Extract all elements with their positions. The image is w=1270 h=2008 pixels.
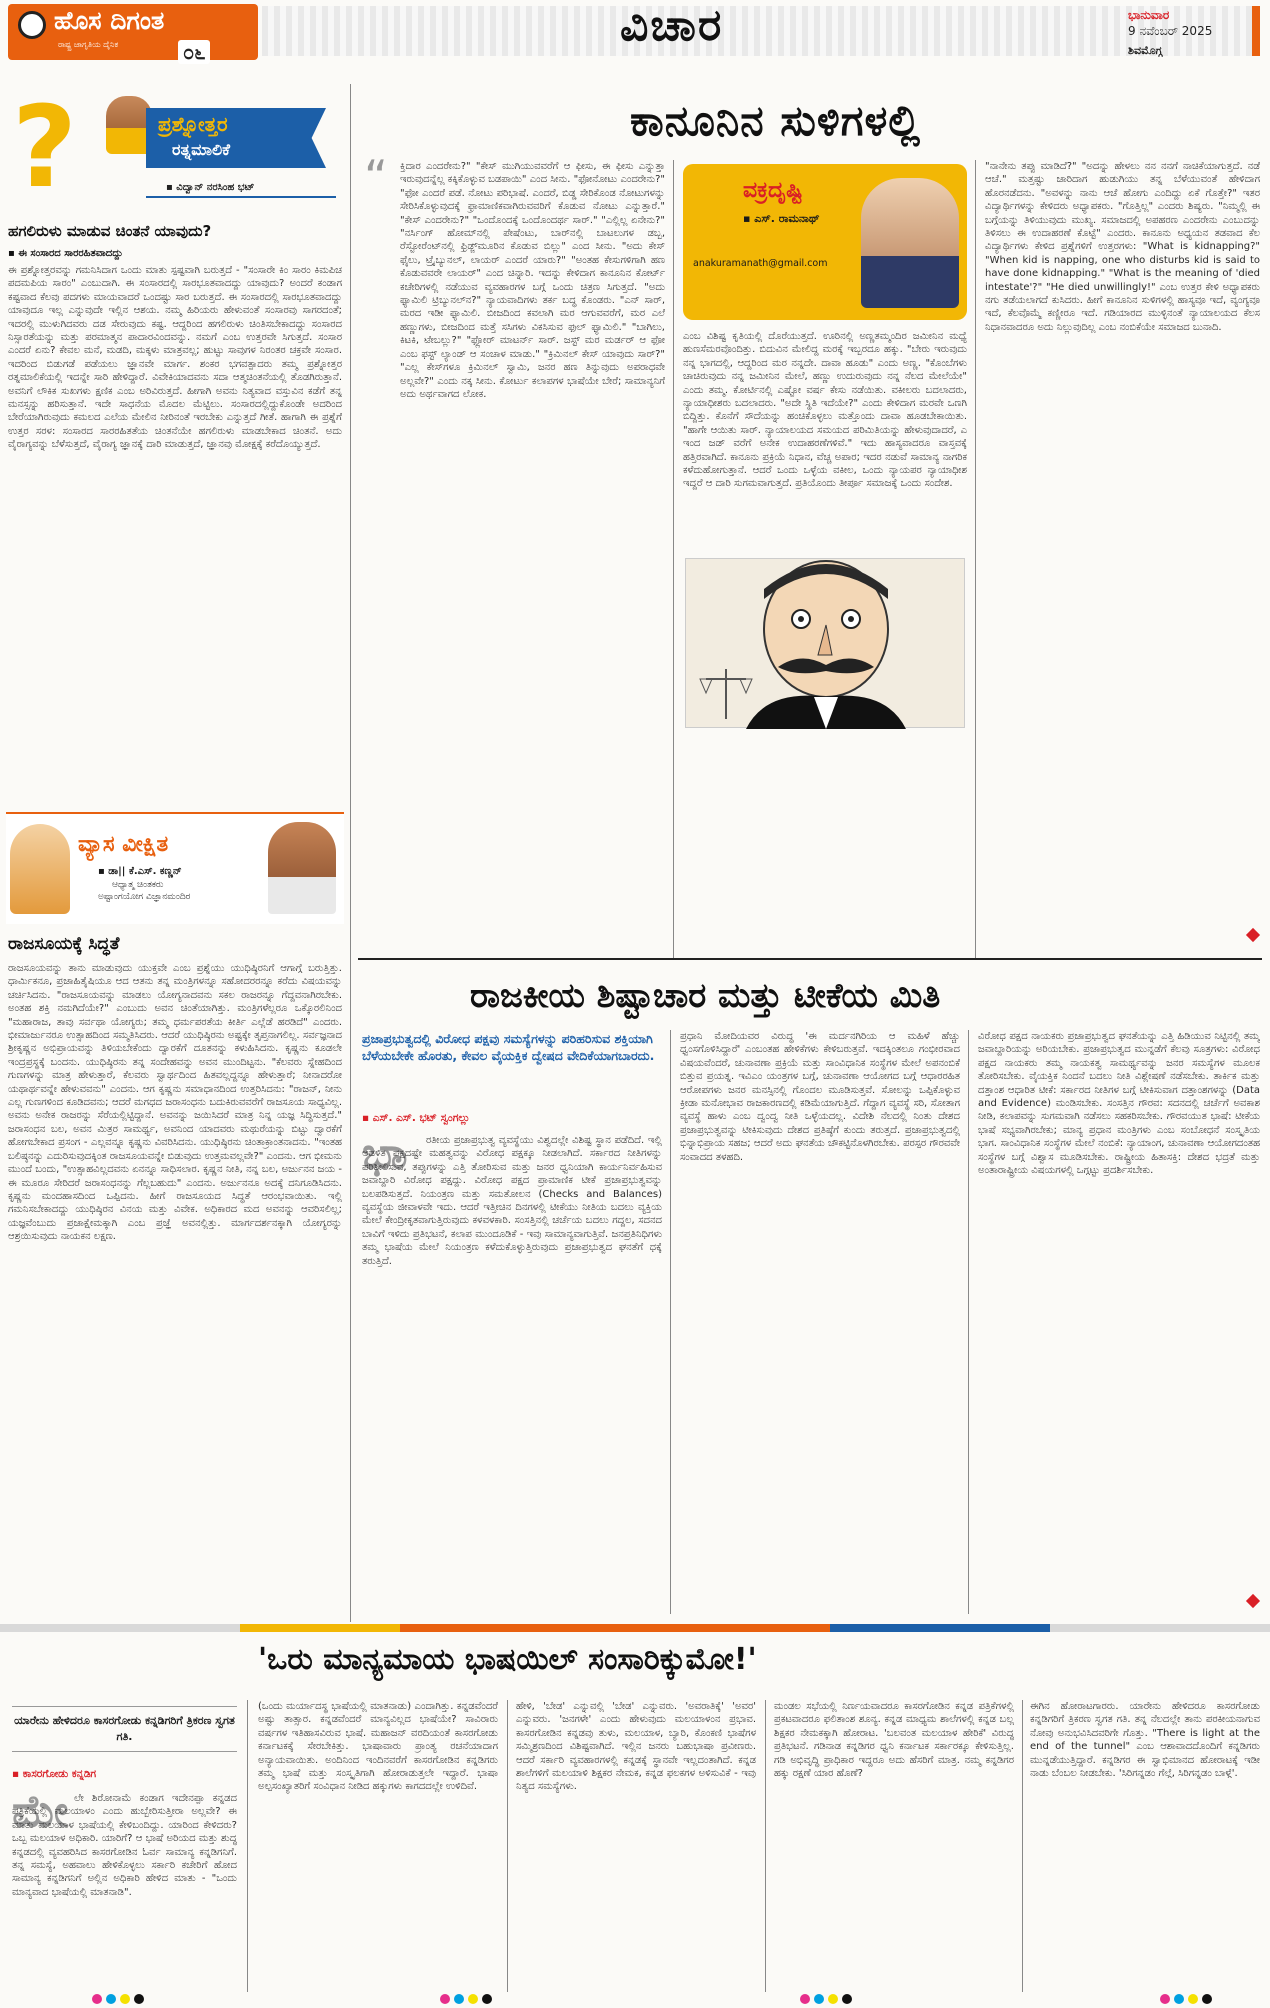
politics-col-2: ಪ್ರಧಾನಿ ಮೋದಿಯವರ ವಿರುದ್ಧ 'ಈ ಮರ್ದನಗಿರಿಯ ಆ ಮಹಿಳೆ ಹೆಚ್ಚು ಧ್ವಂಸಗೊಳಿಸಿದ್ದಾರೆ' ಎಂಬಂತಹ ಹೇಳಿಕೆಗಳು ಕೇಳಿಬರುತ್ತವೆ. ಇದಕ್ಕಿಂತಲೂ ಗಂಭೀರವಾದ ವಿಷಯವೆಂದರೆ, ಚುನಾವಣಾ ಪ್ರಕ್ರಿಯೆ ಮತ್ತು ಸಾಂವಿಧಾನಿಕ ಸಂಸ್ಥೆಗಳ ಮೇಲೆ ಅಪನಂಬಿಕೆ ಬಿತ್ತುವ ಪ್ರಯತ್ನ. ಇವಿಎಂ ಯಂತ್ರಗಳ ಬಗ್ಗೆ, ಚುನಾವಣಾ ಆಯೋಗದ ಬಗ್ಗೆ ಆಧಾರರಹಿತ ಆರೋಪಗಳು ಜನರ ಮನಸ್ಸಿನಲ್ಲಿ ಗೊಂದಲ ಮೂಡಿಸುತ್ತವೆ. ಸೋಲನ್ನು ಒಪ್ಪಿಕೊಳ್ಳುವ ಕ್ರೀಡಾ ಮನೋಭಾವ ರಾಜಕಾರಣದಲ್ಲಿ ಕಡಿಮೆಯಾಗುತ್ತಿದೆ. ಗೆದ್ದಾಗ ವ್ಯವಸ್ಥೆ ಸರಿ, ಸೋತಾಗ ವ್ಯವಸ್ಥೆ ಹಾಳು ಎಂಬ ದ್ವಂದ್ವ ನೀತಿ ಒಳ್ಳೆಯದಲ್ಲ. ವಿದೇಶಿ ನೆಲದಲ್ಲಿ ನಿಂತು ದೇಶದ ಪ್ರಜಾಪ್ರಭುತ್ವವನ್ನು ಟೀಕಿಸುವುದು ದೇಶದ ಪ್ರತಿಷ್ಠೆಗೆ ಕುಂದು ತರುತ್ತದೆ. ಪ್ರಜಾಪ್ರಭುತ್ವದಲ್ಲಿ ಭಿನ್ನಾಭಿಪ್ರಾಯ ಸಹಜ; ಆದರೆ ಅದು ಘನತೆಯ ಚೌಕಟ್ಟಿನೊಳಗಿರಬೇಕು. ಪರಸ್ಪರ ಗೌರವವೇ ಸಂವಾದದ ತಳಹದಿ.: [680, 1031, 960, 1163]
bhashe-divider-4: [1022, 1700, 1023, 1992]
law-divider-1: [673, 160, 674, 960]
qa-banner-underline: [146, 196, 336, 198]
politics-big-initial: ಭಾ: [362, 1128, 408, 1179]
lawyer-caricature-icon: [686, 559, 966, 729]
paper-name: ಹೊಸ ದಿಗಂತ: [54, 6, 165, 35]
politics-divider-2: [968, 1030, 969, 1614]
politics-intro: ಪ್ರಜಾಪ್ರಭುತ್ವದಲ್ಲಿ ವಿರೋಧ ಪಕ್ಷವು ಸಮಸ್ಯೆಗಳನ್ನು ಪರಿಹರಿಸುವ ಶಕ್ತಿಯಾಗಿ ಬೆಳೆಯಬೇಕೇ ಹೊರತು, ಕೇವಲ ವೈಯಕ್ತಿಕ ದ್ವೇಷದ ವೇದಿಕೆಯಾಗಬಾರದು.: [362, 1031, 655, 1063]
bhashe-pull-quote: ಯಾರೇನು ಹೇಳಿದರೂ ಕಾಸರಗೋಡು ಕನ್ನಡಿಗರಿಗೆ ತ್ರಿಕರಣ ಸ್ವಗತ ಗತಿ.: [12, 1706, 237, 1752]
law-col-3: "ನಾನೇನು ತಪ್ಪು ಮಾಡಿದೆ?" "ಅದನ್ನು ಹೇಳಲು ನನ ನನಗೆ ನಾಚಿಕೆಯಾಗುತ್ತದೆ. ನಡೆ ಆಚೆ." ಮತ್ತಷ್ಟು ಜಾರಿದಾಗ ಹುಡುಗಿಯು ತನ್ನ ಬೆಳೆಯುವಂತೆ ಹೇಳಿದಾಗ ಹೊರನಡೆದನು. "ಅವಳನ್ನು ನಾನು ಆಚೆ ಹೋಗು ಎಂದಿದ್ದು ಏಕೆ ಗೊತ್ತೇ?" ಇತರ ವಿದ್ಯಾರ್ಥಿಗಳನ್ನು ಕೇಳಿದರು ಅಧ್ಯಾಪಕರು. "ಗೊತ್ತಿಲ್ಲ" ಎಂದರು ಶಿಷ್ಯರು. "ನಿಮ್ಮಲ್ಲಿ ಈ ಬಗ್ಗೆಯನ್ನು ತಿಳಿಯುವುದು ಮುಖ್ಯ. ಸಮಾಜದಲ್ಲಿ ಅಪಹರಣ ಎಂದರೇನು ಎಂಬುದನ್ನು ತಿಳಿಸಲು ಈ ಉದಾಹರಣೆ ಕೊಟ್ಟೆ" ಎಂದರು. ಕಾನೂನು ಅಧ್ಯಯನ ತಡವಾದ ಕೆಲ ವಿದ್ಯಾರ್ಥಿಗಳು ಕೇಳಿದ ಪ್ರಶ್ನೆಗಳಿಗೆ ಉತ್ತರಗಳು: "What is kidnapping?" "When kid is napping, one who disturbs kid is said to have done kidnapping." "What is the meaning of 'died intestate'?" "He died unwillingly!" ಎಂಬ ಉತ್ತರ ಕೇಳಿ ಅಧ್ಯಾಪಕರು ನಗು ತಡೆಯಲಾಗದೆ ಕುಸಿದರು. ಹೀಗೆ ಕಾನೂನಿನ ಸುಳಿಗಳಲ್ಲಿ ಹಾಸ್ಯವೂ ಇದೆ, ವ್ಯಂಗ್ಯವೂ ಇದೆ, ಕೆಲವೊಮ್ಮೆ ಕಣ್ಣೀರೂ ಇದೆ. ಗಡಿಯಾರದ ಮುಳ್ಳಿನಂತೆ ನ್ಯಾಯಾಲಯದ ಕೆಲಸ ನಿಧಾನವಾದರೂ ಅದು ನಿಲ್ಲುವುದಿಲ್ಲ ಎಂಬ ನಂಬಿಕೆಯೇ ಸಮಾಜದ ಬುನಾದಿ.: [985, 161, 1260, 333]
logo-emblem-icon: [18, 11, 46, 39]
vyasa-headline: ರಾಜಸೂಯಕ್ಕೆ ಸಿದ್ಧತೆ: [8, 934, 120, 954]
masthead: [0, 0, 1270, 66]
vyasa-author-role-1: ಆಧ್ಯಾತ್ಮ ಚಿಂತಕರು: [112, 880, 164, 890]
bhashe-col-3: ಹೇಳಿ, 'ಬೇಡ' ಎನ್ನುವಲ್ಲಿ 'ಬೇಡ' ಎನ್ನುವರು. 'ಅವರಾತಿಕ್ಕೆ' 'ಅವರ' ಎನ್ನುವರು. 'ಜನಗಳೇ' ಎಂದು ಹೇಳುವುದು ಮಲಯಾಳಂನ ಪ್ರಭಾವ. ಕಾಸರಗೋಡಿನ ಕನ್ನಡವು ತುಳು, ಮಲಯಾಳ, ಬ್ಯಾರಿ, ಕೊಂಕಣಿ ಭಾಷೆಗಳ ಸಮ್ಮಿಶ್ರಣದಿಂದ ವಿಶಿಷ್ಟವಾಗಿದೆ. ಇಲ್ಲಿನ ಜನರು ಬಹುಭಾಷಾ ಪ್ರವೀಣರು. ಆದರೆ ಸರ್ಕಾರಿ ವ್ಯವಹಾರಗಳಲ್ಲಿ ಕನ್ನಡಕ್ಕೆ ಸ್ಥಾನವೇ ಇಲ್ಲದಂತಾಗಿದೆ. ಕನ್ನಡ ಶಾಲೆಗಳಿಗೆ ಮಲಯಾಳಿ ಶಿಕ್ಷಕರ ನೇಮಕ, ಕನ್ನಡ ಫಲಕಗಳ ಅಳಿಸುವಿಕೆ - ಇವು ನಿತ್ಯದ ಸಮಸ್ಯೆಗಳು.: [516, 1701, 756, 1793]
qa-body: ಈ ಪ್ರಶ್ನೋತ್ತರವನ್ನು ಗಮನಿಸಿದಾಗ ಒಂದು ಮಾತು ಸ್ಪಷ್ಟವಾಗಿ ಬರುತ್ತದೆ - "ಸಂಸಾರೇ ಕಿಂ ಸಾರಂ ಕಿಮಪಿಚ ಪದಮಪಿಯ ಸಾರಂ" ಎಂಬುದಾಗಿ. ಈ ಸಂಸಾರದಲ್ಲಿ ಸಾರಭೂತವಾದದ್ದು ಯಾವುದು? ಅಂದರೆ ಕಂಡಾಗ ಕಷ್ಟವಾದ ಕೆಲವು ಪದಗಳು ಮಾಯವಾದರೆ ಒಂದಷ್ಟು ಸಾರ ಬರುತ್ತದೆ. ಈ ಸಂಸಾರದಲ್ಲಿ ಸಾರಭೂತವಾದದ್ದು ಯಾವುದೂ ಇಲ್ಲ ಎನ್ನುವುದೇ ಇಲ್ಲಿನ ಆಶಯ. ನಮ್ಮ ಹಿರಿಯರು ಹೇಳುವಂತೆ ಸಂಸಾರವು ಸಾಗರದಂತೆ; ಇದರಲ್ಲಿ ಮುಳುಗಿದವರು ದಡ ಸೇರುವುದು ಕಷ್ಟ. ಆದ್ದರಿಂದ ಹಗಲಿರುಳು ಚಿಂತಿಸಬೇಕಾದದ್ದು ಸಂಸಾರದ ನಿಸ್ಸಾರತೆಯನ್ನು ಮತ್ತು ಪರಮಾತ್ಮನ ಪಾದಾರವಿಂದವನ್ನು. ನಮಗೆ ಎಂಬ ಉತ್ತರವೇ ಸಿಗುತ್ತದೆ. ಸಂಸಾರ ಎಂದರೆ ಏನು? ಕೇವಲ ಮನೆ, ಮಡದಿ, ಮಕ್ಕಳು ಮಾತ್ರವಲ್ಲ; ಹುಟ್ಟು ಸಾವುಗಳ ನಿರಂತರ ಚಕ್ರವೇ ಸಂಸಾರ. ಇದರಿಂದ ಬಿಡುಗಡೆ ಪಡೆಯಲು ಜ್ಞಾನವೇ ಮಾರ್ಗ. ಶಂಕರ ಭಗವತ್ಪಾದರು ತಮ್ಮ ಪ್ರಶ್ನೋತ್ತರ ರತ್ನಮಾಲಿಕೆಯಲ್ಲಿ ಇದನ್ನೇ ಸಾರಿ ಹೇಳಿದ್ದಾರೆ. ವಿವೇಕಿಯಾದವನು ಸದಾ ಆತ್ಮಚಿಂತನೆಯಲ್ಲಿ ತೊಡಗಿರುತ್ತಾನೆ. ಅವನಿಗೆ ಲೌಕಿಕ ಸುಖಗಳು ಕ್ಷಣಿಕ ಎಂಬ ಅರಿವಿರುತ್ತದೆ. ಹೀಗಾಗಿ ಅವನು ನಿತ್ಯವಾದ ವಸ್ತುವಿನ ಕಡೆಗೆ ತನ್ನ ಮನಸ್ಸನ್ನು ಹರಿಸುತ್ತಾನೆ. ಇದೇ ಸಾಧನೆಯ ಮೊದಲ ಮೆಟ್ಟಿಲು. ಸಂಸಾರದಲ್ಲಿದ್ದುಕೊಂಡೇ ಅದರಿಂದ ಬೇರೆಯಾಗಿರುವುದು ಕಮಲದ ಎಲೆಯ ಮೇಲಿನ ನೀರಿನಂತೆ ಇರಬೇಕು ಎನ್ನುತ್ತದೆ ಗೀತೆ. ಹಾಗಾಗಿ ಈ ಪ್ರಶ್ನೆಗೆ ಉತ್ತರ ಸರಳ: ಸಂಸಾರದ ಸಾರರಹಿತತೆಯ ಚಿಂತನೆಯೇ ಹಗಲಿರುಳು ಮಾಡಬೇಕಾದ ಚಿಂತನೆ. ಅದು ವೈರಾಗ್ಯವನ್ನು ಬೆಳೆಸುತ್ತದೆ, ವೈರಾಗ್ಯ ಜ್ಞಾನಕ್ಕೆ ದಾರಿ ಮಾಡುತ್ತದೆ, ಜ್ಞಾನವು ಮೋಕ್ಷಕ್ಕೆ ಕರೆದೊಯ್ಯುತ್ತದೆ.: [8, 265, 342, 451]
qa-banner: [6, 83, 344, 214]
bhashe-col-5: ಈಗಿನ ಹೋರಾಟಗಾರರು. ಯಾರೇನು ಹೇಳಿದರೂ ಕಾಸರಗೋಡು ಕನ್ನಡಿಗರಿಗೆ ತ್ರಿಕರಣ ಸ್ವಗತ ಗತಿ. ತನ್ನ ನೆಲದಲ್ಲೇ ತಾನು ಪರಕೀಯನಾಗುವ ನೋವು ಅನುಭವಿಸಿದವರಿಗೇ ಗೊತ್ತು. "There is light at the end of the tunnel" ಎಂಬ ಆಶಾವಾದದೊಂದಿಗೆ ಕನ್ನಡಿಗರು ಮುನ್ನಡೆಯುತ್ತಿದ್ದಾರೆ. ಕನ್ನಡಿಗರ ಈ ಸ್ವಾಭಿಮಾನದ ಹೋರಾಟಕ್ಕೆ ಇಡೀ ನಾಡು ಬೆಂಬಲ ನೀಡಬೇಕು. 'ಸಿರಿಗನ್ನಡಂ ಗೆಲ್ಗೆ, ಸಿರಿಗನ್ನಡಂ ಬಾಳ್ಗೆ'.: [1030, 1701, 1260, 1780]
bhashe-col-1: ಲೇ ಶಿರೋನಾಮೆ ಕಂಡಾಗ ಇದೇನಪ್ಪಾ ಕನ್ನಡದ ಪತ್ರಿಕೆಯಲ್ಲಿ ಮಲಯಾಳಂ ಎಂದು ಹುಬ್ಬೇರಿಸುತ್ತೀರಾ ಅಲ್ಲವೇ? ಈ ಮಾತು ಮಲಯಾಳ ಭಾಷೆಯಲ್ಲಿ ಕೇಳಿಬಂದಿದ್ದು. ಯಾರಿಂದ ಕೇಳಿದರು? ಒಬ್ಬ ಮಲಯಾಳ ಅಧಿಕಾರಿ. ಯಾರಿಗೆ? ಆ ಭಾಷೆ ಅರಿಯದ ಮತ್ತು ಶುದ್ಧ ಕನ್ನಡದಲ್ಲಿ ವ್ಯವಹರಿಸಿದ ಕಾಸರಗೋಡಿನ ಓರ್ವ ಸಾಮಾನ್ಯ ಕನ್ನಡಿಗನಿಗೆ. ತನ್ನ ಸಮಸ್ಯೆ, ಅಹವಾಲು ಹೇಳಿಕೊಳ್ಳಲು ಸರ್ಕಾರಿ ಕಚೇರಿಗೆ ಹೋದ ಸಾಮಾನ್ಯ ಕನ್ನಡಿಗನಿಗೆ ಅಲ್ಲಿನ ಅಧಿಕಾರಿ ಹೇಳಿದ ಮಾತು - "ಒಂದು ಮಾನ್ಯವಾದ ಭಾಷೆಯಲ್ಲಿ ಮಾತನಾಡಿ".: [12, 1793, 237, 1898]
qa-answer-label: ▪ ಈ ಸಂಸಾರದ ಸಾರರಹಿತವಾದದ್ದು: [8, 248, 123, 259]
page-number: ೦೬: [178, 40, 210, 64]
vyasa-banner: [6, 812, 344, 924]
vyasa-author-photo: [268, 822, 336, 914]
header-day: ಭಾನುವಾರ: [1128, 8, 1170, 22]
vyasa-author-role-2: ಅಷ್ಟಾಂಗಯೋಗ ವಿಜ್ಞಾನಮಂದಿರ: [98, 892, 191, 902]
vakra-email: anakuramanath@gmail.com: [693, 258, 828, 269]
bhashe-col-2: (ಒಂದು ಮರ್ಯಾದಸ್ಥ ಭಾಷೆಯಲ್ಲಿ ಮಾತನಾಡು) ಎಂದಾಗಿತ್ತು. ಕನ್ನಡವೆಂದರೆ ಅಷ್ಟು ತಾತ್ಸಾರ. ಕನ್ನಡವೆಂದರೆ ಮಾನ್ಯವಿಲ್ಲದ ಭಾಷೆಯೇ? ಸಾವಿರಾರು ವರ್ಷಗಳ ಇತಿಹಾಸವಿರುವ ಭಾಷೆ. ಮಹಾಜನ್ ವರದಿಯಂತೆ ಕಾಸರಗೋಡು ಕರ್ನಾಟಕಕ್ಕೆ ಸೇರಬೇಕಿತ್ತು. ಭಾಷಾವಾರು ಪ್ರಾಂತ್ಯ ರಚನೆಯಾದಾಗ ಅನ್ಯಾಯವಾಯಿತು. ಅಂದಿನಿಂದ ಇಂದಿನವರೆಗೆ ಕಾಸರಗೋಡಿನ ಕನ್ನಡಿಗರು ತಮ್ಮ ಭಾಷೆ ಮತ್ತು ಸಂಸ್ಕೃತಿಗಾಗಿ ಹೋರಾಡುತ್ತಲೇ ಇದ್ದಾರೆ. ಭಾಷಾ ಅಲ್ಪಸಂಖ್ಯಾತರಿಗೆ ಸಂವಿಧಾನ ನೀಡಿದ ಹಕ್ಕುಗಳು ಕಾಗದದಲ್ಲೇ ಉಳಿದಿವೆ.: [258, 1701, 498, 1793]
left-column-divider: [350, 84, 351, 1622]
qa-banner-title-1: ಪ್ರಶ್ನೋತ್ತರ: [158, 112, 228, 136]
question-mark-icon: ?: [12, 83, 77, 213]
qa-question: ಹಗಲಿರುಳು ಮಾಡುವ ಚಿಂತನೆ ಯಾವುದು?: [8, 222, 212, 240]
qa-banner-title-2: ರತ್ನಮಾಲಿಕೆ: [172, 140, 231, 159]
registration-marks: [0, 1994, 1270, 2006]
header-stripe: [262, 6, 1252, 56]
law-big-initial: “: [364, 150, 388, 204]
sage-illustration: [10, 824, 70, 914]
vyasa-body: ರಾಜಸೂಯವನ್ನು ತಾನು ಮಾಡುವುದು ಯುಕ್ತವೇ ಎಂಬ ಪ್ರಶ್ನೆಯು ಯುಧಿಷ್ಠಿರನಿಗೆ ಆಗಾಗ್ಗೆ ಬರುತ್ತಿತ್ತು. ಧಾರ್ಮಿಕನೂ, ಪ್ರಜಾಹಿತೈಷಿಯೂ ಆದ ಆತನು ತನ್ನ ಮಂತ್ರಿಗಳನ್ನೂ ಸಹೋದರರನ್ನೂ ಕರೆದು ವಿಷಯವನ್ನು ಚರ್ಚಿಸಿದನು. "ರಾಜಸೂಯವನ್ನು ಮಾಡಲು ಯೋಗ್ಯನಾದವನು ಸಕಲ ರಾಜರನ್ನೂ ಗೆದ್ದವನಾಗಿರಬೇಕು. ಅಂತಹ ಶಕ್ತಿ ನಮಗಿದೆಯೇ?" ಎಂಬುದು ಅವನ ಚಿಂತೆಯಾಗಿತ್ತು. ಮಂತ್ರಿಗಳೆಲ್ಲರೂ ಒಕ್ಕೊರಲಿನಿಂದ "ಮಹಾರಾಜ, ತಾವು ಸರ್ವಥಾ ಯೋಗ್ಯರು; ತಮ್ಮ ಧರ್ಮಪರತೆಯ ಕೀರ್ತಿ ಎಲ್ಲೆಡೆ ಹರಡಿದೆ" ಎಂದರು. ಭೀಮಾರ್ಜುನರೂ ಉತ್ಸಾಹದಿಂದ ಸಮ್ಮತಿಸಿದರು. ಆದರೆ ಯುಧಿಷ್ಠಿರನು ಅಷ್ಟಕ್ಕೇ ತೃಪ್ತನಾಗಲಿಲ್ಲ. ಸರ್ವಜ್ಞನಾದ ಶ್ರೀಕೃಷ್ಣನ ಅಭಿಪ್ರಾಯವನ್ನು ತಿಳಿಯಬೇಕೆಂದು ದ್ವಾರಕೆಗೆ ದೂತನನ್ನು ಕಳುಹಿಸಿದನು. ಕೃಷ್ಣನು ಕೂಡಲೇ ಇಂದ್ರಪ್ರಸ್ಥಕ್ಕೆ ಬಂದನು. ಯುಧಿಷ್ಠಿರನು ತನ್ನ ಸಂದೇಹವನ್ನು ಅವನ ಮುಂದಿಟ್ಟನು. "ಕೆಲವರು ಸ್ನೇಹದಿಂದ ಗುಣಗಳನ್ನು ಮಾತ್ರ ಹೇಳುತ್ತಾರೆ, ಕೆಲವರು ಸ್ವಾರ್ಥದಿಂದ ಹಿತವಲ್ಲದ್ದನ್ನೂ ಹೇಳುತ್ತಾರೆ; ನೀನಾದರೋ ಯಥಾರ್ಥವನ್ನೇ ಹೇಳುವವನು" ಎಂದನು. ಆಗ ಕೃಷ್ಣನು ಸಮಾಧಾನದಿಂದ ಉತ್ತರಿಸಿದನು: "ರಾಜನ್, ನೀನು ಎಲ್ಲ ಗುಣಗಳಿಂದ ಕೂಡಿದವನು; ಆದರೆ ಮಗಧದ ಜರಾಸಂಧನು ಬದುಕಿರುವವರೆಗೆ ರಾಜಸೂಯ ಸಾಧ್ಯವಿಲ್ಲ. ಅವನು ಅನೇಕ ರಾಜರನ್ನು ಸೆರೆಯಲ್ಲಿಟ್ಟಿದ್ದಾನೆ. ಅವನನ್ನು ಜಯಿಸಿದರೆ ಮಾತ್ರ ನಿನ್ನ ಯಜ್ಞ ಸಿದ್ಧಿಸುತ್ತದೆ." ಜರಾಸಂಧನ ಬಲ, ಅವನ ಮಿತ್ರರ ಸಾಮರ್ಥ್ಯ, ಅವನಿಂದ ಯಾದವರು ಮಥುರೆಯನ್ನು ಬಿಟ್ಟು ದ್ವಾರಕೆಗೆ ಹೋಗಬೇಕಾದ ಪ್ರಸಂಗ - ಎಲ್ಲವನ್ನೂ ಕೃಷ್ಣನು ವಿವರಿಸಿದನು. ಯುಧಿಷ್ಠಿರನು ಚಿಂತಾಕ್ರಾಂತನಾದನು. "ಇಂತಹ ಬಲಿಷ್ಠನನ್ನು ಎದುರಿಸುವುದಕ್ಕಿಂತ ರಾಜಸೂಯವನ್ನೇ ಬಿಡುವುದು ಉತ್ತಮವಲ್ಲವೇ?" ಎಂದನು. ಆಗ ಭೀಮನು ಮುಂದೆ ಬಂದು, "ಉತ್ಸಾಹವಿಲ್ಲದವನು ಏನನ್ನೂ ಸಾಧಿಸಲಾರ. ಕೃಷ್ಣನ ನೀತಿ, ನನ್ನ ಬಲ, ಅರ್ಜುನನ ಜಯ - ಈ ಮೂರೂ ಸೇರಿದರೆ ಜರಾಸಂಧನನ್ನು ಗೆಲ್ಲಬಹುದು" ಎಂದನು. ಅರ್ಜುನನೂ ಅದಕ್ಕೆ ದನಿಗೂಡಿಸಿದನು. ಕೃಷ್ಣನು ಮಂದಹಾಸದಿಂದ ಒಪ್ಪಿದನು. ಹೀಗೆ ರಾಜಸೂಯದ ಸಿದ್ಧತೆ ಆರಂಭವಾಯಿತು. ಇಲ್ಲಿ ಗಮನಿಸಬೇಕಾದದ್ದು ಯುಧಿಷ್ಠಿರನ ವಿನಯ ಮತ್ತು ವಿವೇಕ. ಅಧಿಕಾರದ ಮದ ಅವನನ್ನು ಆವರಿಸಲಿಲ್ಲ; ಯಜ್ಞವೆಂಬುದು ಪ್ರಜಾಕ್ಷೇಮಕ್ಕಾಗಿ ಎಂಬ ಪ್ರಜ್ಞೆ ಅವನಲ್ಲಿತ್ತು. ಮಾರ್ಗದರ್ಶನಕ್ಕಾಗಿ ಯೋಗ್ಯರನ್ನು ಆಶ್ರಯಿಸುವುದು ನಾಯಕನ ಲಕ್ಷಣ.: [8, 963, 342, 1243]
vakra-author: ▪ ಎಸ್. ರಾಮನಾಥ್: [743, 212, 820, 225]
section-divider-1: [358, 958, 1262, 960]
header-date: 9 ನವೆಂಬರ್ 2025: [1128, 24, 1213, 38]
politics-headline: ರಾಜಕೀಯ ಶಿಷ್ಟಾಚಾರ ಮತ್ತು ಟೀಕೆಯ ಮಿತಿ: [470, 976, 941, 1016]
bhashe-divider-3: [765, 1700, 766, 1992]
politics-col-1: ರತೀಯ ಪ್ರಜಾಪ್ರಭುತ್ವ ವ್ಯವಸ್ಥೆಯು ವಿಶ್ವದಲ್ಲೇ ವಿಶಿಷ್ಟ ಸ್ಥಾನ ಪಡೆದಿದೆ. ಇಲ್ಲಿ ಆಡಳಿತ ಪಕ್ಷದಷ್ಟೇ ಮಹತ್ವವನ್ನು ವಿರೋಧ ಪಕ್ಷಕ್ಕೂ ನೀಡಲಾಗಿದೆ. ಸರ್ಕಾರದ ನೀತಿಗಳನ್ನು ಪರಿಶೀಲಿಸುವ, ತಪ್ಪುಗಳನ್ನು ಎತ್ತಿ ತೋರಿಸುವ ಮತ್ತು ಜನರ ಧ್ವನಿಯಾಗಿ ಕಾರ್ಯನಿರ್ವಹಿಸುವ ಜವಾಬ್ದಾರಿ ವಿರೋಧ ಪಕ್ಷದ್ದು. ವಿರೋಧ ಪಕ್ಷದ ಪ್ರಾಮಾಣಿಕ ಟೀಕೆ ಪ್ರಜಾಪ್ರಭುತ್ವವನ್ನು ಬಲಪಡಿಸುತ್ತದೆ. ನಿಯಂತ್ರಣ ಮತ್ತು ಸಮತೋಲನ (Checks and Balances) ವ್ಯವಸ್ಥೆಯ ಜೀವಾಳವೇ ಇದು. ಆದರೆ ಇತ್ತೀಚಿನ ದಿನಗಳಲ್ಲಿ ಟೀಕೆಯು ನೀತಿಯ ಬದಲು ವ್ಯಕ್ತಿಯ ಮೇಲೆ ಕೇಂದ್ರೀಕೃತವಾಗುತ್ತಿರುವುದು ಕಳವಳಕಾರಿ. ಸಂಸತ್ತಿನಲ್ಲಿ ಚರ್ಚೆಯ ಬದಲು ಗದ್ದಲ, ಸದನದ ಬಾವಿಗೆ ಇಳಿದು ಪ್ರತಿಭಟನೆ, ಕಲಾಪ ಮುಂದೂಡಿಕೆ - ಇವು ಸಾಮಾನ್ಯವಾಗುತ್ತಿವೆ. ಜನಪ್ರತಿನಿಧಿಗಳು ತಮ್ಮ ಭಾಷೆಯ ಮೇಲೆ ನಿಯಂತ್ರಣ ಕಳೆದುಕೊಳ್ಳುತ್ತಿರುವುದು ಪ್ರಜಾಪ್ರಭುತ್ವದ ಘನತೆಗೆ ಧಕ್ಕೆ ತರುತ್ತಿದೆ.: [362, 1135, 662, 1267]
bhashe-divider-1: [247, 1700, 248, 1992]
politics-divider-1: [670, 1030, 671, 1614]
author-photo: [106, 96, 152, 154]
law-divider-2: [975, 160, 976, 960]
vakra-title: ವಕ್ರದೃಷ್ಟಿ: [743, 178, 803, 203]
section-title: ವಿಚಾರ: [620, 0, 724, 51]
vakra-author-photo: [861, 178, 959, 308]
paper-tagline: ರಾಷ್ಟ್ರ ಜಾಗೃತಿಯ ದೈನಿಕ: [58, 40, 119, 49]
bhashe-big-initial: ಮೇ: [12, 1786, 69, 1837]
law-headline: ಕಾನೂನಿನ ಸುಳಿಗಳಲ್ಲಿ: [630, 96, 922, 145]
header-accent-bar: [1252, 6, 1260, 56]
bhashe-col-4: ಮಂಡಲ ಸಭೆಯಲ್ಲಿ ನಿರ್ಣಯವಾದರೂ ಕಾಸರಗೋಡಿನ ಕನ್ನಡ ಪತ್ರಿಕೆಗಳಲ್ಲಿ ಪ್ರಕಟವಾದರೂ ಫಲಿತಾಂಶ ಶೂನ್ಯ. ಕನ್ನಡ ಮಾಧ್ಯಮ ಶಾಲೆಗಳಲ್ಲಿ ಕನ್ನಡ ಬಲ್ಲ ಶಿಕ್ಷಕರ ನೇಮಕಕ್ಕಾಗಿ ಹೋರಾಟ. 'ಬಲವಂತ ಮಲಯಾಳ ಹೇರಿಕೆ' ವಿರುದ್ಧ ಪ್ರತಿಭಟನೆ. ಗಡಿನಾಡ ಕನ್ನಡಿಗರ ಧ್ವನಿ ಕರ್ನಾಟಕ ಸರ್ಕಾರಕ್ಕೂ ಕೇಳಿಸುತ್ತಿಲ್ಲ. ಗಡಿ ಅಭಿವೃದ್ಧಿ ಪ್ರಾಧಿಕಾರ ಇದ್ದರೂ ಅದು ಹೆಸರಿಗೆ ಮಾತ್ರ. ನಮ್ಮ ಕನ್ನಡಿಗರ ಹಕ್ಕು ರಕ್ಷಣೆ ಯಾರ ಹೊಣೆ?: [774, 1701, 1014, 1780]
vakra-drushti-box: [683, 164, 967, 320]
bhashe-headline: 'ಒರು ಮಾನ್ಯಮಾಯ ಭಾಷಯಿಲ್ ಸಂಸಾರಿಕ್ಕುಮೋ!': [258, 1642, 757, 1677]
color-band: [0, 1624, 1270, 1632]
lawyer-illustration: [685, 558, 965, 728]
bhashe-author: ▪ ಕಾಸರಗೋಡು ಕನ್ನಡಿಗ: [12, 1768, 97, 1780]
qa-author: ▪ ವಿದ್ವಾನ್ ನರಸಿಂಹ ಭಟ್: [166, 182, 255, 193]
vyasa-banner-title: ವ್ಯಾಸ ವೀಕ್ಷಿತ: [78, 832, 169, 857]
header-city: ಶಿವಮೊಗ್ಗ: [1128, 44, 1163, 57]
law-col-1: ಕ್ತಿದಾರ ಎಂದರೇನು?" "ಕೇಸ್ ಮುಗಿಯುವವರೆಗೆ ಆ ಫೀಸು, ಈ ಫೀಸು ಎನ್ನುತ್ತಾ ಇರುವುದನ್ನೆಲ್ಲ ಕಕ್ಕಿಕೊಳ್ಳುವ ಬಡಪಾಯಿ" ಎಂದ ಸೀನು. "ಫೋನೋಟು ಎಂದರೇನು?" "ಫೋ ಎಂದರೆ ಪಡೆ. ನೋಟು ಪರಿಭಾಷೆ. ಎಂದರೆ, ಬಿಡ್ಡ ಸೇರಿಕೊಂಡ ನೋಟುಗಳನ್ನು ಸೇರಿಸಿಕೊಳ್ಳುವುದಕ್ಕೆ ಫ್ರಾಮಾಣಿಕವಾಗಿರುವವರಿಗೆ ಕೊಡುವ ನೋಟು ಎನ್ನುತ್ತಾರೆ." "ಕೇಸ್ ಎಂದರೇನು?" "ಒಂದೊಂದಕ್ಕೆ ಒಂದೊಂದರ್ಥ ಸಾರ್." "ಎಲ್ಲಿಲ್ಲ ಏನೇನು?" "ನರ್ಸಿಂಗ್ ಹೋಮ್‌ನಲ್ಲಿ ಪೇಷೆಂಟು, ಬಾರ್‌ನಲ್ಲಿ ಬಾಟಲುಗಳ ಡಬ್ಬ, ರೆಸ್ಟೋರೆಂಟ್‌ನಲ್ಲಿ ಫ್ರಿಡ್ಜ್‌ಮೂರಿನ ಕೊಡುವ ಬಿಲ್ಲು" ಎಂದ ಸೀನು. "ಅದು ಕೇಸ್ ಫೈಲು, ಟ್ರೈಬ್ಯುನಲ್, ಲಾಯರ್ ಎಂದರೆ ಯಾರು?" "ಅಂತಹ ಕೇಸುಗಳಿಗಾಗಿ ಹಣ ಕೊಡುವವರೇ ಲಾಯರ್" ಎಂದ ಚಿನ್ನಾರಿ. ಇದನ್ನು ಕೇಳಿದಾಗ ಕಾನೂನಿನ ಕೋರ್ಟ್ ಕಚೇರಿಗಳಲ್ಲಿ ನಡೆಯುವ ವ್ಯವಹಾರಗಳ ಬಗ್ಗೆ ಒಂದು ಚಿತ್ರಣ ಸಿಗುತ್ತದೆ. "ಅದು ಫ್ಯಾಮಿಲಿ ಟ್ರಿಬ್ಯುನಲ್‌ನ?" ನ್ಯಾಯವಾದಿಗಳು ತರ್ಕ ಬದ್ಧ ಕೊಂಡರು. "ಎನ್ ಸಾರ್, ಮರದ ಇಡೀ ಫ್ಯಾಮಿಲಿ. ಬೀಜದಿಂದ ಕವಲಾಗಿ ಮರ ಆಗುವವರೆಗೆ, ಮರ ಎಲೆ ಹಣ್ಣುಗಳು, ಬೀಜದಿಂದ ಮತ್ತೆ ಸಸಿಗಳು ವಿಕಸಿಸುವ ಫುಲ್ ಫ್ಯಾಮಿಲಿ." "ಬಾಗಿಲು, ಕಿಟಕಿ, ಟೇಬಲ್ಲು?" "ಫ್ಲೋರ್ ಮಾಟರ್ನ್ ಸಾರ್. ಜಸ್ಟ್ ಮರ ಮರ್ಡರ್ ಆ ಫೋ ಎಂಬ ಫಸ್ಟ್ ಲ್ಯಾಂಡ್ ಆ ಸಂಚಾಳ ಮಾಡು." "ಕ್ರಿಮಿನಲ್ ಕೇಸ್ ಯಾವುದು ಸಾರ್?" "ಎಲ್ಲ ಕೇಸ್‌ಗಳೂ ಕ್ರಿಮಿನಲ್ ಸ್ವಾಮಿ, ಜನರ ಹಣ ತಿನ್ನುವುದು ಅಪರಾಧವೇ ಅಲ್ಲವೇ?" ಎಂದು ನಕ್ಕ ಸೀನು. ಕೋರ್ಟು ಕಲಾಪಗಳ ಭಾಷೆಯೇ ಬೇರೆ; ಸಾಮಾನ್ಯನಿಗೆ ಅದು ಅರ್ಥವಾಗದ ಲೋಕ.: [400, 161, 665, 400]
bhashe-divider-2: [507, 1700, 508, 1992]
politics-col-3: ವಿರೋಧ ಪಕ್ಷದ ನಾಯಕರು ಪ್ರಜಾಪ್ರಭುತ್ವದ ಘನತೆಯನ್ನು ಎತ್ತಿ ಹಿಡಿಯುವ ನಿಟ್ಟಿನಲ್ಲಿ ತಮ್ಮ ಜವಾಬ್ದಾರಿಯನ್ನು ಅರಿಯಬೇಕು. ಪ್ರಜಾಪ್ರಭುತ್ವದ ಮುನ್ನಡೆಗೆ ಕೆಲವು ಸೂತ್ರಗಳು: ವಿರೋಧ ಪಕ್ಷದ ನಾಯಕರು ತಮ್ಮ ನಾಯಕತ್ವ ಸಾಮರ್ಥ್ಯವನ್ನು ಜನರ ಸಮಸ್ಯೆಗಳ ಮೂಲಕ ತೋರಿಸಬೇಕು. ವೈಯಕ್ತಿಕ ನಿಂದನೆ ಬದಲು ನೀತಿ ವಿಶ್ಲೇಷಣೆ ನಡೆಸಬೇಕು. ತಾರ್ಕಿಕ ಮತ್ತು ದತ್ತಾಂಶ ಆಧಾರಿತ ಟೀಕೆ: ಸರ್ಕಾರದ ನೀತಿಗಳ ಬಗ್ಗೆ ಟೀಕಿಸುವಾಗ ದತ್ತಾಂಶಗಳನ್ನು (Data and Evidence) ಮಂಡಿಸಬೇಕು. ಸಂಸತ್ತಿನ ಗೌರವ: ಸದನದಲ್ಲಿ ಚರ್ಚೆಗೆ ಅವಕಾಶ ನೀಡಿ, ಕಲಾಪವನ್ನು ಸುಗಮವಾಗಿ ನಡೆಸಲು ಸಹಕರಿಸಬೇಕು. ಗೌರವಯುತ ಭಾಷೆ: ಟೀಕೆಯ ಭಾಷೆ ಸಭ್ಯವಾಗಿರಬೇಕು; ಮಾನ್ಯ ಪ್ರಧಾನ ಮಂತ್ರಿಗಳು ಎಂಬ ಸಂಬೋಧನೆ ಸಂಸ್ಕೃತಿಯ ಭಾಗ. ಸಾಂವಿಧಾನಿಕ ಸಂಸ್ಥೆಗಳ ಮೇಲೆ ನಂಬಿಕೆ: ನ್ಯಾಯಾಂಗ, ಚುನಾವಣಾ ಆಯೋಗದಂತಹ ಸಂಸ್ಥೆಗಳ ಬಗ್ಗೆ ವಿಶ್ವಾಸ ಮೂಡಿಸಬೇಕು. ರಾಷ್ಟ್ರೀಯ ಹಿತಾಸಕ್ತಿ: ದೇಶದ ಭದ್ರತೆ ಮತ್ತು ಅಂತಾರಾಷ್ಟ್ರೀಯ ವಿಷಯಗಳಲ್ಲಿ ಒಗ್ಗಟ್ಟು ಪ್ರದರ್ಶಿಸಬೇಕು.: [978, 1031, 1260, 1177]
logo-block: [8, 4, 258, 60]
law-col-2: ಎಂಬ ವಿಶಿಷ್ಟ ಕೃತಿಯಲ್ಲಿ ದೊರೆಯುತ್ತದೆ. ಊರಿನಲ್ಲಿ ಅಣ್ಣತಮ್ಮಂದಿರ ಜಮೀನಿನ ಮಧ್ಯೆ ಹುಣಸೆಮರವೊಂದಿತ್ತು. ಬಿದುವಿನ ಮೇಲಿದ್ದ ಮರಕ್ಕೆ ಇಬ್ಬರದೂ ಹಕ್ಕು. "ಬೇರು ಇರುವುದು ನನ್ನ ಭಾಗದಲ್ಲಿ, ಆದ್ದರಿಂದ ಮರ ನನ್ನದೇ. ದಾವಾ ಹೂಡು" ಎಂದು ಅಣ್ಣ. "ಕೊಂಬೆಗಳು ಚಾಚಿರುವುದು ನನ್ನ ಜಮೀನಿನ ಮೇಲೆ, ಹಣ್ಣು ಉದುರುವುದು ನನ್ನ ನೆಲದ ಮೇಲೆಯೇ" ಎಂದು ತಮ್ಮ. ಕೋರ್ಟಿನಲ್ಲಿ ಎಷ್ಟೋ ವರ್ಷ ಕೇಸು ನಡೆಯಿತು. ವಕೀಲರು ಬದಲಾದರು, ನ್ಯಾಯಾಧೀಶರು ಬದಲಾದರು. "ಅದೇ ಸ್ಥಿತಿ ಇದೆಯೇ?" ಎಂದು ಕೇಳಿದಾಗ ಮರವೇ ಒಣಗಿ ಬಿದ್ದಿತ್ತು. ಕೊನೆಗೆ ಸೌದೆಯನ್ನು ಹಂಚಿಕೊಳ್ಳಲು ಮತ್ತೊಂದು ದಾವಾ ಹೂಡಬೇಕಾಯಿತು. "ಹಾಗೇ ಆಯಿತು ಸಾರ್. ನ್ಯಾಯಾಲಯದ ಸಮಯದ ಪರಿಮಿತಿಯನ್ನು ಹೇಳುವುದಾದರೆ, ಎ ಇಂದ ಜಡ್ ವರೆಗೆ ಅನೇಕ ಉದಾಹರಣೆಗಳಿವೆ." ಇದು ಹಾಸ್ಯವಾದರೂ ವಾಸ್ತವಕ್ಕೆ ಹತ್ತಿರವಾಗಿದೆ. ಕಾನೂನು ಪ್ರಕ್ರಿಯೆ ನಿಧಾನ, ವೆಚ್ಚ ಅಪಾರ; ಇದರ ನಡುವೆ ಸಾಮಾನ್ಯ ನಾಗರಿಕ ಕಳೆದುಹೋಗುತ್ತಾನೆ. ಆದರೆ ಒಂದು ಒಳ್ಳೆಯ ವಕೀಲ, ಒಂದು ನ್ಯಾಯಪರ ನ್ಯಾಯಾಧೀಶ ಇದ್ದರೆ ಆ ದಾರಿ ಸುಗಮವಾಗುತ್ತದೆ. ಪ್ರತಿಯೊಂದು ತೀರ್ಪೂ ಸಮಾಜಕ್ಕೆ ಒಂದು ಸಂದೇಶ.: [683, 331, 967, 490]
politics-author: ▪ ಎಸ್. ಎಸ್. ಭಟ್ ಸ್ವಂಗಲ್ಲು: [362, 1112, 470, 1124]
vyasa-author: ▪ ಡಾ|| ಕೆ.ಎಸ್. ಕಣ್ಣನ್: [98, 866, 182, 877]
